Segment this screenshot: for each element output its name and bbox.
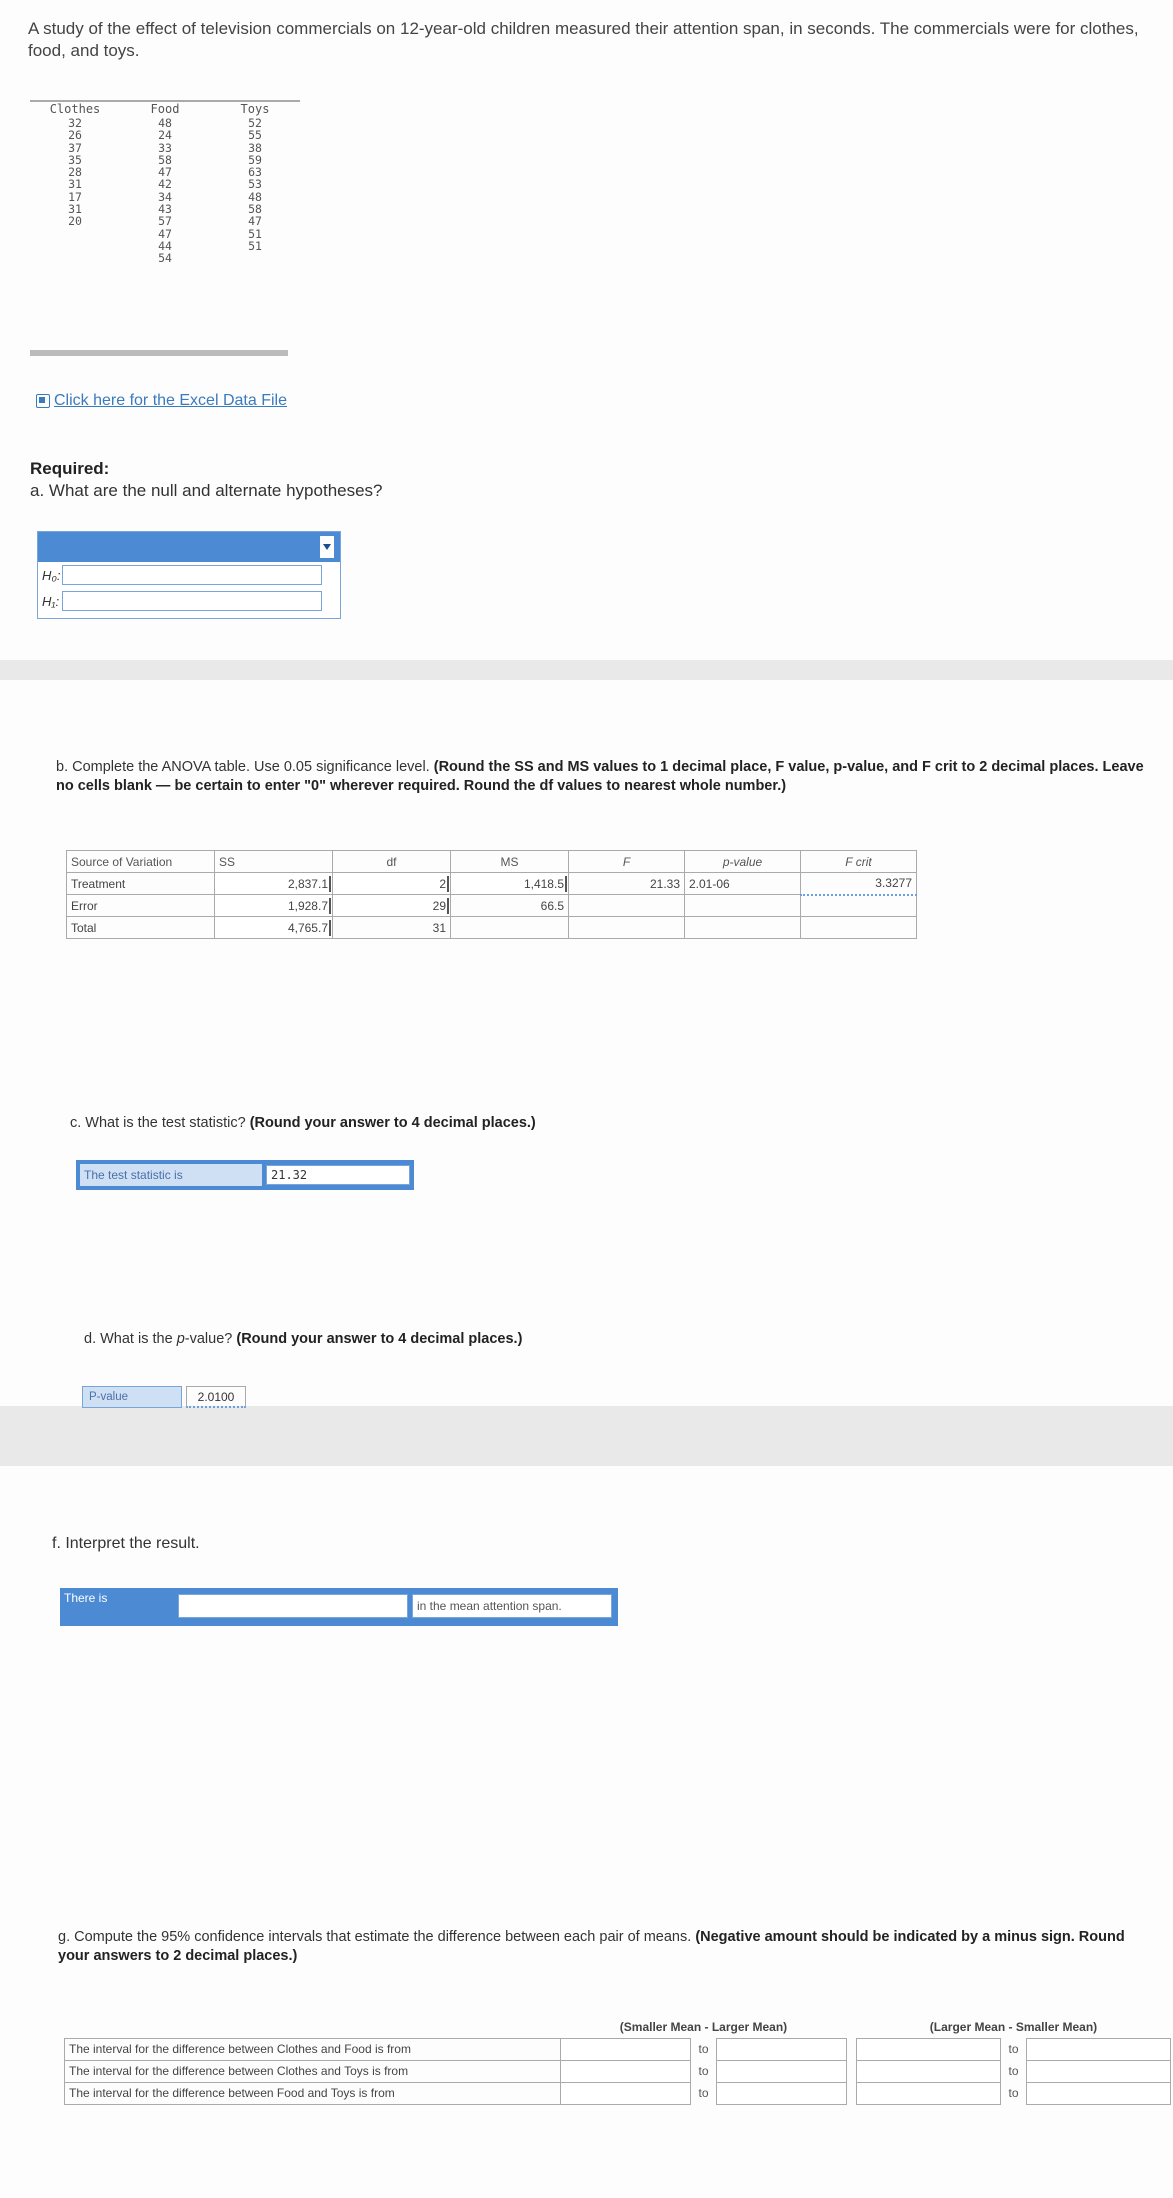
pvalue-input[interactable]: 2.01-06 — [685, 873, 801, 895]
fcrit-input[interactable] — [801, 917, 917, 939]
part-a-question: a. What are the null and alternate hypotheses? — [30, 481, 383, 500]
ci-lower-input[interactable] — [857, 2060, 1001, 2082]
part-d-text-2: -value? — [184, 1331, 237, 1347]
part-b-instructions: (Round the SS and MS values to 1 decimal place, F value, p-value, and F crit to 2 decimal places. Leave no cells blank — be certain to enter "0" wherever required. Round the df values to nearest whole number.) — [56, 759, 1144, 794]
header-df: df — [333, 851, 451, 873]
ci-row-clothes-food — [65, 2038, 1171, 2060]
header-f: F — [569, 851, 685, 873]
ci-upper-input[interactable] — [1027, 2060, 1171, 2082]
data-cell: 37 — [68, 140, 82, 155]
data-cell: 35 — [68, 152, 82, 167]
data-cell: 48 — [158, 116, 172, 130]
column-toys — [210, 117, 300, 265]
row-label: Treatment — [67, 873, 215, 895]
pvalue-input[interactable] — [685, 917, 801, 939]
ci-upper-input[interactable] — [1027, 2082, 1171, 2104]
panel-divider — [0, 1406, 1173, 1466]
excel-data-link[interactable] — [36, 392, 287, 410]
part-f-question: f. Interpret the result. — [52, 1535, 200, 1552]
ci-header-smaller-larger: (Smaller Mean - Larger Mean) — [619, 2019, 788, 2034]
interpretation-label: There is — [64, 1591, 108, 1605]
anova-row-total — [67, 917, 917, 939]
data-cell: 17 — [68, 189, 82, 204]
excel-link-label: Click here for the Excel Data File — [54, 392, 287, 409]
data-cell: 51 — [248, 238, 262, 253]
data-cell: 52 — [248, 116, 262, 130]
anova-row-treatment — [67, 873, 917, 895]
data-cell: 24 — [158, 128, 172, 143]
ss-input[interactable]: 1,928.7 — [215, 895, 333, 917]
h1-label: H₁: — [42, 593, 60, 609]
part-d-p: p — [176, 1331, 185, 1347]
data-cell: 63 — [248, 165, 262, 180]
data-cell: 55 — [248, 128, 262, 143]
h0-label: H₀: — [42, 567, 61, 583]
data-cell: 32 — [68, 116, 82, 130]
data-cell: 43 — [158, 202, 172, 217]
required-label: Required: — [30, 459, 110, 478]
fcrit-input[interactable] — [801, 895, 917, 917]
pvalue-row — [82, 1384, 322, 1410]
ss-input[interactable]: 4,765.7 — [215, 917, 333, 939]
part-c-text: c. What is the test statistic? — [70, 1115, 250, 1131]
f-input[interactable]: 21.33 — [569, 873, 685, 895]
part-d-text: d. What is the — [84, 1331, 177, 1347]
df-input[interactable]: 2 — [333, 873, 451, 895]
ci-lower-input[interactable] — [857, 2038, 1001, 2060]
ci-header-larger-smaller: (Larger Mean - Smaller Mean) — [929, 2019, 1098, 2034]
part-c-question — [70, 1114, 536, 1133]
part-b-text: b. Complete the ANOVA table. Use 0.05 significance level. — [56, 759, 434, 775]
to-label: to — [1008, 2086, 1019, 2100]
ss-input[interactable]: 2,837.1 — [215, 873, 333, 895]
column-header-toys: Toys — [240, 102, 270, 116]
data-cell: 59 — [248, 152, 262, 167]
ci-row-food-toys — [65, 2082, 1171, 2104]
ci-upper-input[interactable] — [717, 2082, 847, 2104]
pvalue-label: P-value — [82, 1386, 182, 1408]
confidence-interval-table — [64, 2016, 1171, 2105]
data-cell: 38 — [248, 140, 262, 155]
required-block — [30, 458, 383, 502]
ci-upper-input[interactable] — [717, 2038, 847, 2060]
data-cell: 20 — [68, 214, 82, 229]
part-c-instructions: (Round your answer to 4 decimal places.) — [249, 1115, 536, 1131]
data-cell: 47 — [158, 226, 172, 241]
to-label: to — [698, 2064, 709, 2078]
ci-row-label: The interval for the difference between Food and Toys is from — [65, 2082, 561, 2104]
header-pvalue: p-value — [685, 851, 801, 873]
panel-divider — [0, 660, 1173, 680]
part-d-question — [84, 1330, 522, 1349]
data-cell: 26 — [68, 128, 82, 143]
h0-input[interactable] — [62, 565, 322, 585]
pvalue-input[interactable]: 2.0100 — [186, 1386, 246, 1408]
header-ms: MS — [451, 851, 569, 873]
data-cell: 58 — [158, 152, 172, 167]
data-cell: 31 — [68, 177, 82, 192]
data-cell: 47 — [248, 214, 262, 229]
file-icon — [36, 394, 50, 408]
header-source: Source of Variation — [67, 851, 215, 873]
data-cell: 42 — [158, 177, 172, 192]
test-statistic-input[interactable]: 21.32 — [266, 1165, 410, 1185]
ci-lower-input[interactable] — [561, 2060, 691, 2082]
header-fcrit: F crit — [801, 851, 917, 873]
ci-lower-input[interactable] — [561, 2038, 691, 2060]
row-label: Error — [67, 895, 215, 917]
data-cell: 58 — [248, 202, 262, 217]
data-cell: 31 — [68, 202, 82, 217]
hypotheses-dropdown[interactable] — [38, 532, 340, 562]
h1-input[interactable] — [62, 591, 322, 611]
data-cell: 48 — [248, 189, 262, 204]
column-header-clothes: Clothes — [49, 102, 101, 116]
data-table — [30, 100, 300, 265]
f-input[interactable] — [569, 917, 685, 939]
ci-row-clothes-toys — [65, 2060, 1171, 2082]
to-label: to — [698, 2042, 709, 2056]
ci-lower-input[interactable] — [857, 2082, 1001, 2104]
ci-lower-input[interactable] — [561, 2082, 691, 2104]
data-cell: 28 — [68, 165, 82, 180]
table-scrollbar[interactable] — [30, 350, 288, 356]
test-statistic-row — [76, 1160, 414, 1190]
part-g-question — [58, 1928, 1138, 1966]
ci-row-label: The interval for the difference between Clothes and Toys is from — [65, 2060, 561, 2082]
header-ss: SS — [215, 851, 333, 873]
anova-row-error — [67, 895, 917, 917]
part-b-question — [56, 758, 1146, 796]
ci-upper-input[interactable] — [1027, 2038, 1171, 2060]
anova-table — [66, 850, 917, 939]
h1-row — [38, 588, 340, 614]
data-cell: 34 — [158, 189, 172, 204]
pvalue-input[interactable] — [685, 895, 801, 917]
column-header-food: Food — [150, 102, 180, 116]
data-cell: 33 — [158, 140, 172, 155]
to-label: to — [698, 2086, 709, 2100]
fcrit-input[interactable]: 3.3277 — [801, 873, 917, 895]
problem-intro: A study of the effect of television commercials on 12-year-old children measured their attention span, in seconds. The commercials were for clothes, food, and toys. — [28, 19, 1139, 60]
data-cell: 53 — [248, 177, 262, 192]
ci-row-label: The interval for the difference between Clothes and Food is from — [65, 2038, 561, 2060]
interpretation-dropdown[interactable] — [178, 1594, 408, 1618]
chevron-down-icon[interactable] — [320, 536, 334, 558]
part-g-instructions: (Negative amount should be indicated by a minus sign. Round your answers to 2 decimal places.) — [58, 1929, 1125, 1964]
ms-input[interactable]: 66.5 — [451, 895, 569, 917]
test-statistic-label: The test statistic is — [80, 1164, 262, 1186]
h0-row — [38, 562, 340, 588]
data-cell: 51 — [248, 226, 262, 241]
row-label: Total — [67, 917, 215, 939]
to-label: to — [1008, 2064, 1019, 2078]
data-cell: 54 — [158, 251, 172, 266]
ci-upper-input[interactable] — [717, 2060, 847, 2082]
data-cell: 47 — [158, 165, 172, 180]
part-d-instructions: (Round your answer to 4 decimal places.) — [236, 1331, 523, 1347]
interpretation-tail: in the mean attention span. — [412, 1594, 612, 1618]
interpretation-row — [60, 1588, 618, 1626]
ms-input[interactable]: 1,418.5 — [451, 873, 569, 895]
column-food — [120, 117, 210, 265]
part-g-text: g. Compute the 95% confidence intervals that estimate the difference between each pair of means. — [58, 1929, 696, 1945]
hypotheses-box — [37, 531, 341, 619]
column-clothes — [30, 117, 120, 265]
data-cell: 57 — [158, 214, 172, 229]
ms-input[interactable] — [451, 917, 569, 939]
df-input[interactable]: 31 — [333, 917, 451, 939]
f-input[interactable] — [569, 895, 685, 917]
to-label: to — [1008, 2042, 1019, 2056]
df-input[interactable]: 29 — [333, 895, 451, 917]
data-cell: 44 — [158, 238, 172, 253]
